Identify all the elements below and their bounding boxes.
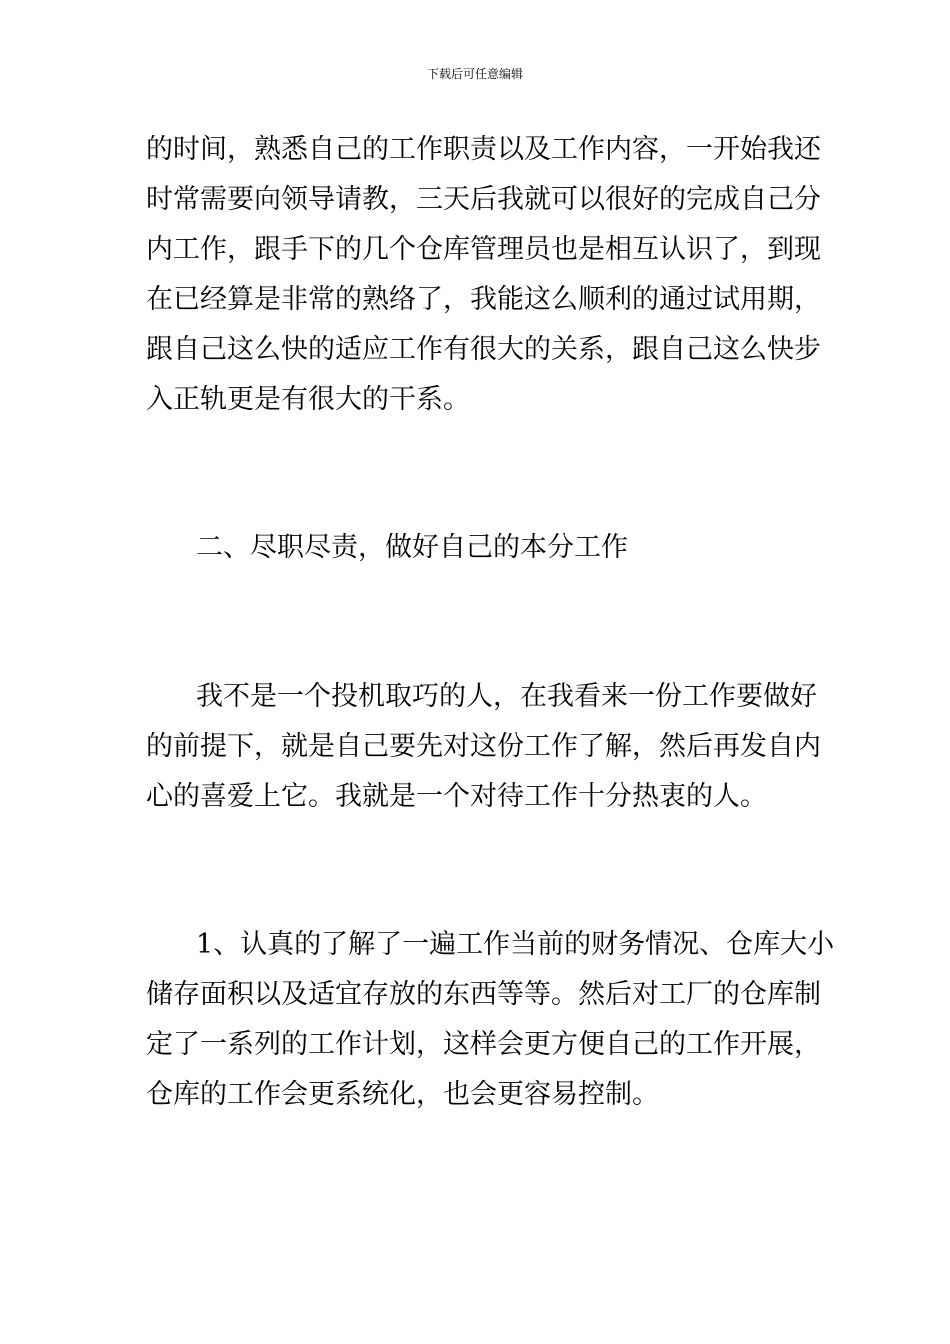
- section-heading-text: 二、尽职尽责，做好自己的本分工作: [196, 532, 628, 563]
- paragraph-line: 1、认真的了解了一遍工作当前的财务情况、仓库大小: [196, 929, 835, 960]
- paragraph-line: 跟自己这么快的适应工作有很大的关系，跟自己这么快步: [146, 334, 821, 365]
- paragraph-line: 的前提下，就是自己要先对这份工作了解，然后再发自内: [146, 731, 821, 762]
- paragraph-line: 入正轨更是有很大的干系。: [146, 384, 470, 415]
- paragraph-line: 我不是一个投机取巧的人，在我看来一份工作要做好: [196, 681, 817, 712]
- paragraph-line: 时常需要向领导请教，三天后我就可以很好的完成自己分: [146, 184, 821, 215]
- paragraph-line: 的时间，熟悉自己的工作职责以及工作内容，一开始我还: [146, 134, 821, 165]
- header-note: 下载后可任意编辑: [426, 67, 523, 81]
- paragraph-line: 仓库的工作会更系统化，也会更容易控制。: [146, 1079, 659, 1110]
- paragraph-line: 心的喜爱上它。我就是一个对待工作十分热衷的人。: [146, 781, 767, 812]
- paragraph-line: 内工作，跟手下的几个仓库管理员也是相互认识了，到现: [146, 234, 821, 265]
- paragraph-line: 储存面积以及适宜存放的东西等等。然后对工厂的仓库制: [146, 979, 821, 1010]
- paragraph-line: 定了一系列的工作计划，这样会更方便自己的工作开展，: [146, 1029, 821, 1060]
- paragraph-line: 在已经算是非常的熟络了，我能这么顺利的通过试用期，: [146, 284, 821, 315]
